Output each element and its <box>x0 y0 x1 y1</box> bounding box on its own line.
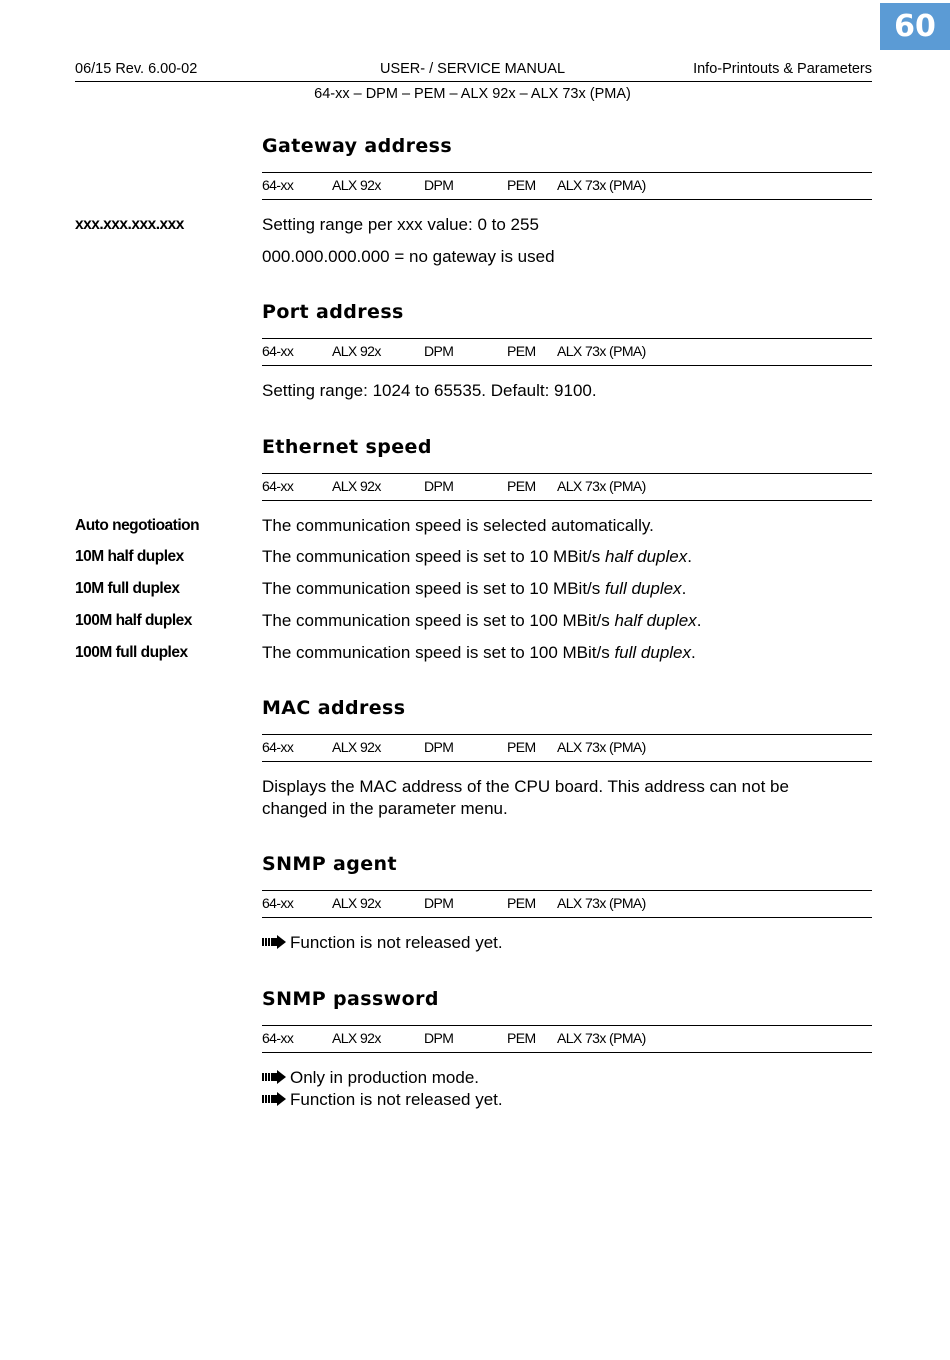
model-dpm: DPM <box>424 1030 454 1046</box>
note-text: Only in production mode. <box>290 1068 479 1087</box>
gateway-value-label: xxx.xxx.xxx.xxx <box>75 216 184 233</box>
model-alx73x: ALX 73x (PMA) <box>557 177 646 193</box>
model-pem: PEM <box>507 1030 536 1046</box>
option-label: 100M half duplex <box>75 612 192 629</box>
model-alx92x: ALX 92x <box>332 177 381 193</box>
header-chapter: Info-Printouts & Parameters <box>693 61 872 77</box>
model-dpm: DPM <box>424 895 454 911</box>
model-pem: PEM <box>507 478 536 494</box>
model-64xx: 64-xx <box>262 177 294 193</box>
model-64xx: 64-xx <box>262 478 294 494</box>
gateway-range-text: Setting range per xxx value: 0 to 255 <box>262 215 539 234</box>
option-description: The communication speed is selected automatically. <box>262 516 654 535</box>
note-arrow-icon <box>262 933 286 955</box>
section-title: SNMP password <box>262 988 439 1010</box>
model-alx73x: ALX 73x (PMA) <box>557 895 646 911</box>
mac-description-line1: Displays the MAC address of the CPU board. This address can not be <box>262 777 789 796</box>
port-range-text: Setting range: 1024 to 65535. Default: 9100. <box>262 381 597 400</box>
model-alx92x: ALX 92x <box>332 895 381 911</box>
section-title: SNMP agent <box>262 853 397 875</box>
header-title: USER- / SERVICE MANUAL <box>379 61 566 77</box>
model-applicability-row <box>262 890 872 918</box>
note-arrow-icon <box>262 1090 286 1112</box>
model-alx73x: ALX 73x (PMA) <box>557 739 646 755</box>
ethernet-option-10m-full <box>0 578 950 600</box>
note-text: Function is not released yet. <box>290 933 503 952</box>
mac-description-line2: changed in the parameter menu. <box>262 799 508 818</box>
model-alx92x: ALX 92x <box>332 478 381 494</box>
model-applicability-row <box>262 473 872 501</box>
option-description: The communication speed is set to 10 MBit/s half duplex. <box>262 547 692 566</box>
ethernet-option-100m-full <box>0 642 950 664</box>
header-rule <box>75 81 872 82</box>
model-pem: PEM <box>507 895 536 911</box>
snmp-agent-note <box>262 932 862 954</box>
model-pem: PEM <box>507 343 536 359</box>
ethernet-option-auto <box>0 515 950 537</box>
model-alx92x: ALX 92x <box>332 1030 381 1046</box>
model-applicability-row <box>262 338 872 366</box>
model-alx73x: ALX 73x (PMA) <box>557 478 646 494</box>
snmp-password-note-2 <box>262 1089 862 1111</box>
section-title: Gateway address <box>262 135 453 157</box>
model-alx92x: ALX 92x <box>332 343 381 359</box>
option-label: 100M full duplex <box>75 644 188 661</box>
ethernet-option-10m-half <box>0 546 950 568</box>
model-applicability-row <box>262 1025 872 1053</box>
page-number-tab: 60 <box>880 3 950 50</box>
model-64xx: 64-xx <box>262 1030 294 1046</box>
model-dpm: DPM <box>424 739 454 755</box>
model-64xx: 64-xx <box>262 739 294 755</box>
section-title: Port address <box>262 301 404 323</box>
section-title: MAC address <box>262 697 406 719</box>
model-applicability-row <box>262 172 872 200</box>
option-description: The communication speed is set to 100 MBit/s half duplex. <box>262 611 702 630</box>
model-pem: PEM <box>507 739 536 755</box>
model-alx92x: ALX 92x <box>332 739 381 755</box>
model-alx73x: ALX 73x (PMA) <box>557 343 646 359</box>
header-revision: 06/15 Rev. 6.00-02 <box>75 61 198 77</box>
option-label: 10M half duplex <box>75 548 184 565</box>
snmp-password-note-1 <box>262 1067 862 1089</box>
section-title: Ethernet speed <box>262 436 432 458</box>
header-subtitle: 64-xx – DPM – PEM – ALX 92x – ALX 73x (PMA) <box>314 86 631 102</box>
gateway-default-text: 000.000.000.000 = no gateway is used <box>262 247 555 266</box>
model-dpm: DPM <box>424 478 454 494</box>
model-dpm: DPM <box>424 343 454 359</box>
option-label: Auto negotioation <box>75 517 200 534</box>
option-description: The communication speed is set to 100 MBit/s full duplex. <box>262 643 696 662</box>
model-alx73x: ALX 73x (PMA) <box>557 1030 646 1046</box>
model-64xx: 64-xx <box>262 895 294 911</box>
model-applicability-row <box>262 734 872 762</box>
model-64xx: 64-xx <box>262 343 294 359</box>
note-arrow-icon <box>262 1068 286 1090</box>
option-label: 10M full duplex <box>75 580 180 597</box>
ethernet-option-100m-half <box>0 610 950 632</box>
model-pem: PEM <box>507 177 536 193</box>
option-description: The communication speed is set to 10 MBit/s full duplex. <box>262 579 687 598</box>
note-text: Function is not released yet. <box>290 1090 503 1109</box>
model-dpm: DPM <box>424 177 454 193</box>
